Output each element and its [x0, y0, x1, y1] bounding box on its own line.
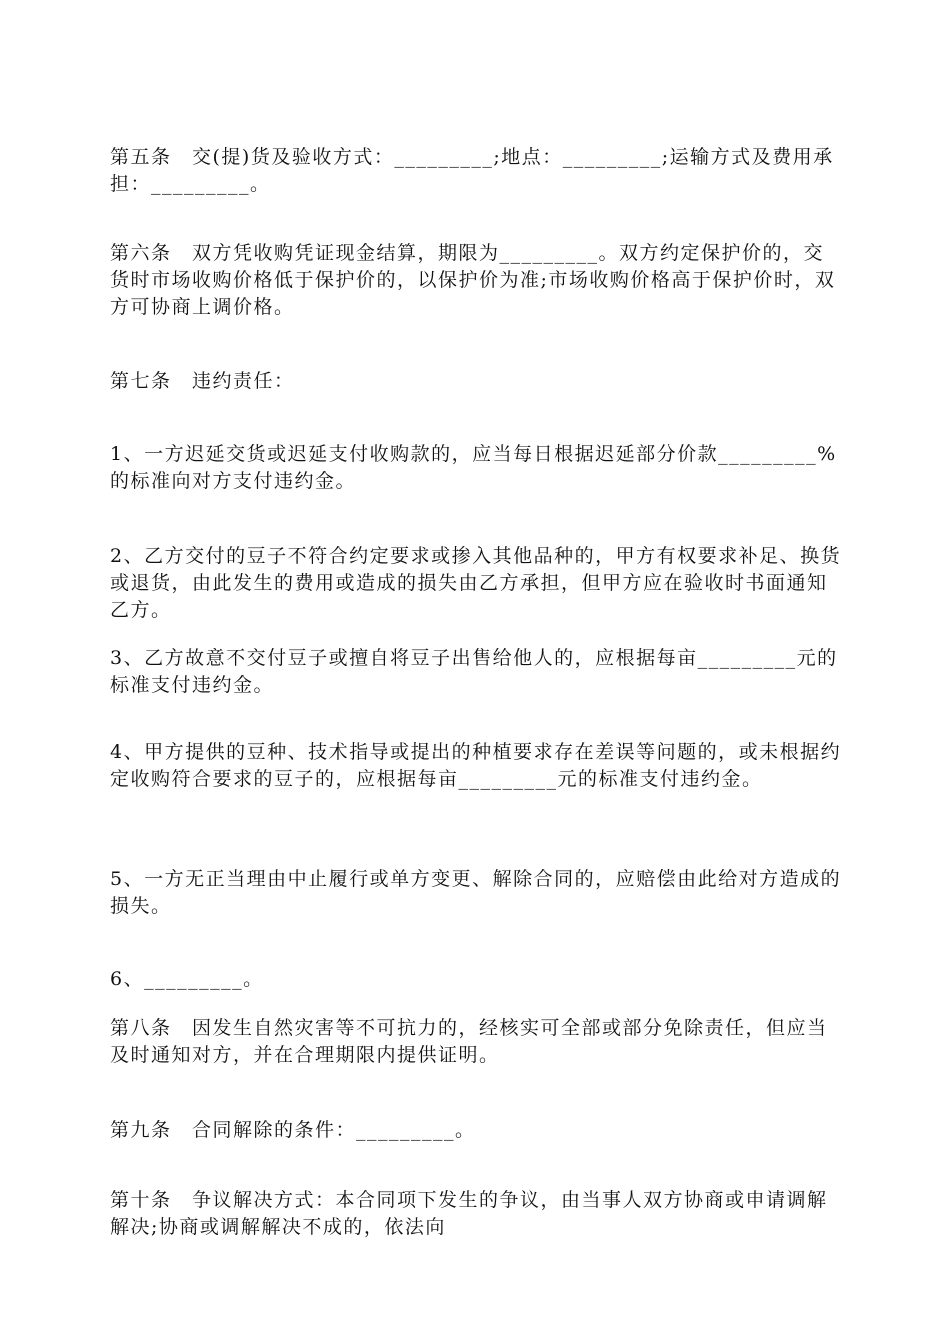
clause-2-paragraph: 2、乙方交付的豆子不符合约定要求或掺入其他品种的，甲方有权要求补足、换货或退货，由此发生的费用或造成的损失由乙方承担，但甲方应在验收时书面通知乙方。	[110, 545, 842, 621]
clause-5-paragraph: 5、一方无正当理由中止履行或单方变更、解除合同的，应赔偿由此给对方造成的损失。	[110, 868, 842, 917]
clause-3-paragraph: 3、乙方故意不交付豆子或擅自将豆子出售给他人的，应根据每亩_________元的标准支付违约金。	[110, 647, 838, 696]
article-9-paragraph: 第九条 合同解除的条件：_________。	[110, 1119, 476, 1141]
clause-1-paragraph: 1、一方迟延交货或迟延支付收购款的，应当每日根据迟延部分价款_________%的标准向对方支付违约金。	[110, 443, 837, 492]
article-5-paragraph: 第五条 交(提)货及验收方式：_________;地点：_________;运输方式及费用承担：_________。	[110, 146, 834, 195]
clause-4-paragraph: 4、甲方提供的豆种、技术指导或提出的种植要求存在差误等问题的，或未根据约定收购符合要求的豆子的，应根据每亩_________元的标准支付违约金。	[110, 741, 842, 790]
article-10-paragraph: 第十条 争议解决方式：本合同项下发生的争议，由当事人双方协商或申请调解解决;协商或调解解决不成的，依法向	[110, 1189, 828, 1238]
clause-6-paragraph: 6、_________。	[110, 968, 264, 990]
article-7-heading: 第七条 违约责任：	[110, 370, 295, 392]
article-8-paragraph: 第八条 因发生自然灾害等不可抗力的，经核实可全部或部分免除责任，但应当及时通知对方，并在合理期限内提供证明。	[110, 1017, 828, 1066]
article-6-paragraph: 第六条 双方凭收购凭证现金结算，期限为_________。双方约定保护价的，交货时市场收购价格低于保护价的，以保护价为准;市场收购价格高于保护价时，双方可协商上调价格。	[110, 242, 836, 318]
